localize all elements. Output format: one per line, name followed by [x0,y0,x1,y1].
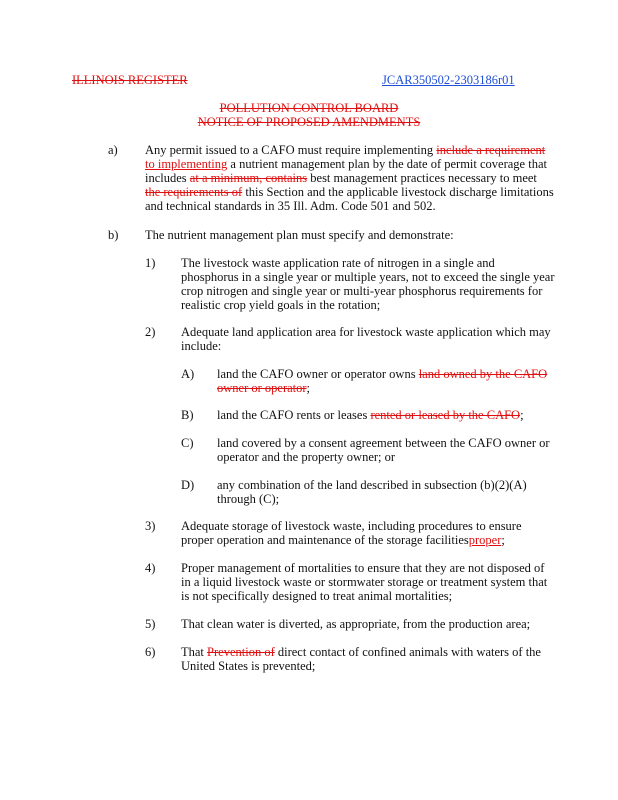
subsection-b-text: The nutrient management plan must specify and demonstrate: [145,228,454,242]
item-1-text: The livestock waste application rate of nitrogen in a single and phosphorus in a single year or multiple years, not to exceed the single year crop nitrogen and single year or multi-year phosphorus requirements for realistic crop yield goals in the rotation; [181,256,555,312]
subsection-b-label: b) [108,228,119,242]
item-C-label: C) [181,436,194,450]
item-6-label: 6) [145,645,156,659]
item-D-text: any combination of the land described in subsection (b)(2)(A) through (C); [217,478,527,506]
item-5-text: That clean water is diverted, as appropriate, from the production area; [181,617,531,631]
board-title: POLLUTION CONTROL BOARD [219,101,399,115]
subsection-a-label: a) [108,143,118,157]
item-2-text: Adequate land application area for livestock waste application which may include: [181,325,551,353]
item-5-label: 5) [145,617,156,631]
item-4-text: Proper management of mortalities to ensure that they are not disposed of in a liquid livestock waste or stormwater storage or treatment system that is not specifically designed to treat animal mortalities; [181,561,548,603]
item-B-label: B) [181,408,194,422]
item-C-text: land covered by a consent agreement between the CAFO owner or operator and the property owner; or [217,436,550,464]
item-3-label: 3) [145,519,156,533]
item-A-text: land the CAFO owner or operator owns land owned by the CAFO owner or operator; [217,367,548,395]
subsection-a-text: Any permit issued to a CAFO must require implementing include a requirement to implementing a nutrient management plan by the date of permit coverage that includes at a minimum, contains best management practices necessary to meet the requirements of this Section and the applicable livestock discharge limitations and technical standards in 35 Ill. Adm. Code 501 and 502. [145,143,554,213]
item-A-label: A) [181,367,195,381]
item-4-label: 4) [145,561,156,575]
item-3-text: Adequate storage of livestock waste, including procedures to ensure proper operation and maintenance of the storage facilitiesproper; [181,519,522,547]
item-1-label: 1) [145,256,156,270]
item-D-label: D) [181,478,195,492]
item-2-label: 2) [145,325,156,339]
item-6-text: That Prevention of direct contact of confined animals with waters of the United States is prevented; [181,645,541,673]
register-header: ILLINOIS REGISTER [72,73,188,87]
notice-title: NOTICE OF PROPOSED AMENDMENTS [197,115,421,129]
item-B-text: land the CAFO rents or leases rented or leased by the CAFO; [217,408,524,422]
jcar-code: JCAR350502-2303186r01 [382,73,515,87]
